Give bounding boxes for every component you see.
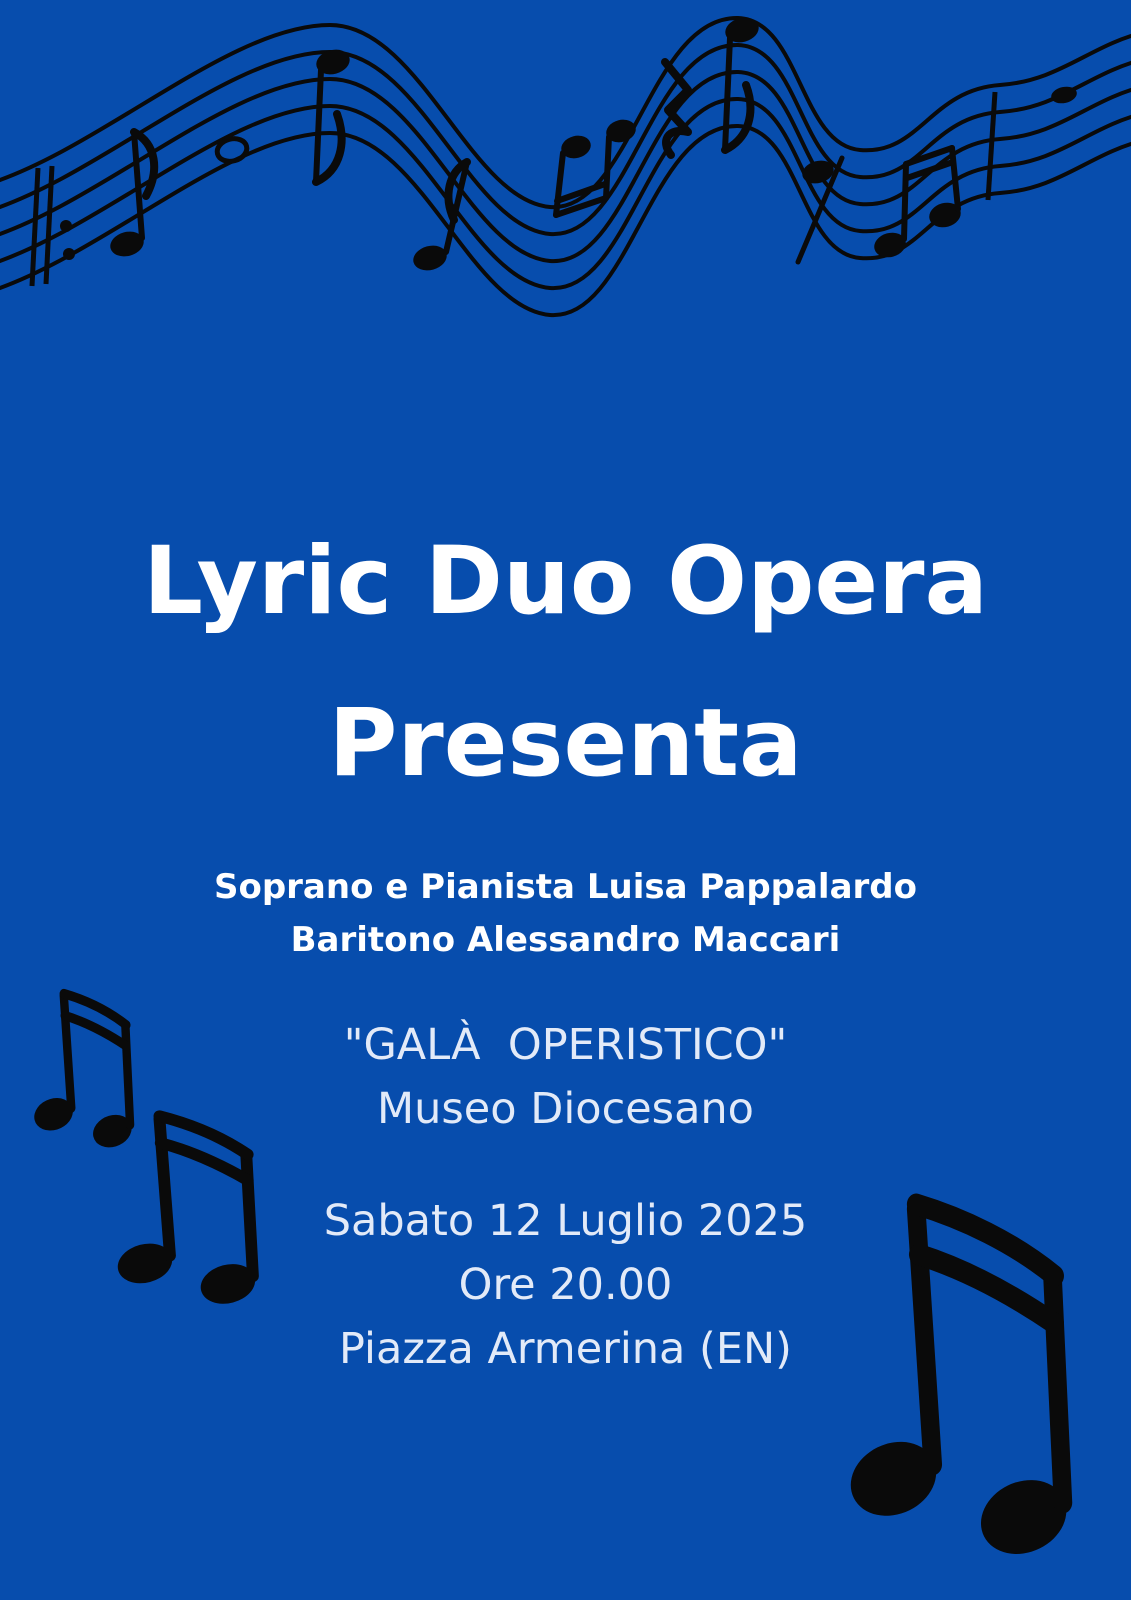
staff-lines — [0, 18, 1131, 315]
schedule-block — [0, 1189, 1131, 1381]
performer-soprano: Soprano e Pianista Luisa Pappalardo — [213, 867, 917, 907]
inverted-eighth-note-icon — [313, 46, 352, 182]
event-date: Sabato 12 Luglio 2025 — [323, 1196, 808, 1246]
repeat-barline-icon — [32, 166, 75, 286]
beamed-notes-icon — [871, 148, 963, 261]
title-line-1: Lyric Duo Opera — [143, 526, 988, 636]
barline-icon — [988, 92, 995, 200]
event-time: Ore 20.00 — [458, 1260, 673, 1310]
event-block — [0, 1013, 1131, 1141]
eighth-note-icon — [107, 132, 154, 260]
wavy-music-staff-icon — [0, 0, 1131, 332]
title-line-2: Presenta — [328, 688, 803, 798]
event-location: Piazza Armerina (EN) — [339, 1324, 792, 1374]
performer-baritone: Baritono Alessandro Maccari — [290, 920, 841, 960]
event-name: "GALÀ OPERISTICO" — [343, 1020, 788, 1070]
performers-block — [0, 861, 1131, 967]
poster-title — [0, 501, 1131, 825]
event-venue: Museo Diocesano — [377, 1084, 754, 1134]
